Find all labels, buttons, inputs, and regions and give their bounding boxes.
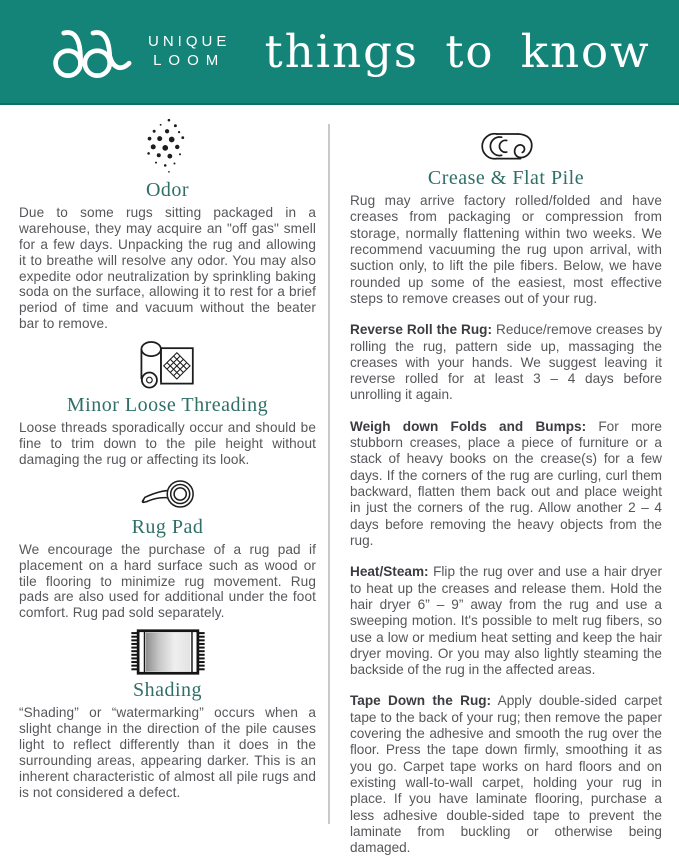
section-title-odor: Odor bbox=[145, 179, 190, 201]
page-title: things to know bbox=[264, 25, 651, 78]
tip-label-weigh-down: Weigh down Folds and Bumps: bbox=[350, 418, 587, 434]
left-column bbox=[0, 105, 329, 808]
column-divider bbox=[328, 124, 330, 824]
section-body-odor: Due to some rugs sitting packaged in a warehouse, they may acquire an "off gas" smell for a few days. Unpacking the rug and allowing it to breathe will resolve any odor. You may also expedite odor neutralization by sprinkling baking soda on the surface, allowing it to rest for a brief period of time and vacuum without the beater bar to remove. bbox=[19, 205, 316, 332]
brand-name-line1: UNIQUE bbox=[148, 32, 231, 50]
rolled-rug-crosshatch-icon bbox=[19, 339, 316, 391]
brand-name bbox=[148, 33, 230, 71]
tip-body-reverse-roll: Reduce/remove creases by rolling the rug, pattern side up, massaging the creases with your hands. We suggest leaving it reverse rolled for at least 3 – 4 days before unrolling it again. bbox=[350, 322, 662, 403]
section-title-rug-pad: Rug Pad bbox=[131, 515, 204, 538]
brand-name-line2: LOOM bbox=[153, 51, 226, 69]
tip-heat-steam bbox=[350, 564, 662, 678]
section-body-shading: “Shading” or “watermarking” occurs when a slight change in the direction of the pile causes light to reflect differently than it does in the surrounding areas, appearing darker. This is an inherent characteristic of almost all pile rugs and is not considered a defect. bbox=[19, 705, 316, 800]
section-body-minor-loose-threading: Loose threads sporadically occur and should be fine to trim down to the pile height without damaging the rug or affecting its look. bbox=[19, 420, 316, 467]
brand bbox=[50, 23, 230, 81]
odor-dots-icon bbox=[19, 116, 316, 176]
content-columns bbox=[0, 105, 679, 864]
header-banner bbox=[0, 0, 679, 105]
section-title-crease-flat-pile: Crease & Flat Pile bbox=[427, 167, 585, 189]
section-minor-loose-threading bbox=[19, 339, 316, 468]
tip-reverse-roll bbox=[350, 322, 662, 404]
section-crease-flat-pile bbox=[350, 130, 662, 857]
shaded-rug-icon bbox=[19, 628, 316, 676]
section-title-shading: Shading bbox=[132, 679, 203, 702]
tip-body-heat-steam: Flip the rug over and use a hair dryer to heat up the creases and release them. Hold the hair dryer 6” – 9” away from the rug and use a sweeping motion. It's possible to melt rug fibers, so use a low or medium heat setting and keep the hair dryer moving. Or you may also lightly steaming the backside of the rug in the affected areas. bbox=[350, 564, 662, 678]
tip-label-heat-steam: Heat/Steam: bbox=[350, 564, 429, 580]
section-body-rug-pad: We encourage the purchase of a rug pad if placement on a hard surface such as wood or tile flooring to minimize rug movement. Rug pads are also used for additional under the foot comfort. Rug pad sold separately. bbox=[19, 541, 316, 621]
tip-tape-down bbox=[350, 693, 662, 856]
rug-pad-roll-icon bbox=[19, 475, 316, 513]
right-column bbox=[329, 105, 679, 864]
section-shading bbox=[19, 628, 316, 800]
section-rug-pad bbox=[19, 475, 316, 621]
tip-body-weigh-down: For more stubborn creases, place a piece of furniture or a stack of heavy books on the crease(s) for a few days. If the corners of the rug are curling, curl them backward, flatten them back out and place weight in just the corners of the rug. Allow another 2 – 4 days before removing the heavy objects from the rug. bbox=[350, 418, 662, 548]
creased-roll-icon bbox=[350, 130, 662, 164]
tip-label-tape-down: Tape Down the Rug: bbox=[350, 693, 492, 709]
tip-body-tape-down: Apply double-sided carpet tape to the back of your rug; then remove the paper covering the adhesive and smooth the rug over the floor. Press the tape down firmly, smoothing it as you go. Carpet tape works on hard floors and on existing wall-to-wall carpet, holding your rug in place. If you have laminate flooring, purchase a less adhesive double-sided tape to prevent the laminate from buckling or otherwise being damaged. bbox=[350, 693, 662, 856]
section-intro-crease-flat-pile: Rug may arrive factory rolled/folded and have creases from packaging or compression from storage, normally flattening within two weeks. We recommend vacuuming the rug upon arrival, with suction only, to lift the pile fibers. Below, we have rounded up some of the easiest, most effective steps to remove creases out of your rug. bbox=[350, 193, 662, 306]
section-odor bbox=[19, 116, 316, 332]
tip-label-reverse-roll: Reverse Roll the Rug: bbox=[350, 322, 492, 338]
tip-weigh-down bbox=[350, 419, 662, 550]
unique-loom-logo-icon bbox=[50, 23, 136, 81]
section-title-minor-loose-threading: Minor Loose Threading bbox=[66, 394, 269, 417]
